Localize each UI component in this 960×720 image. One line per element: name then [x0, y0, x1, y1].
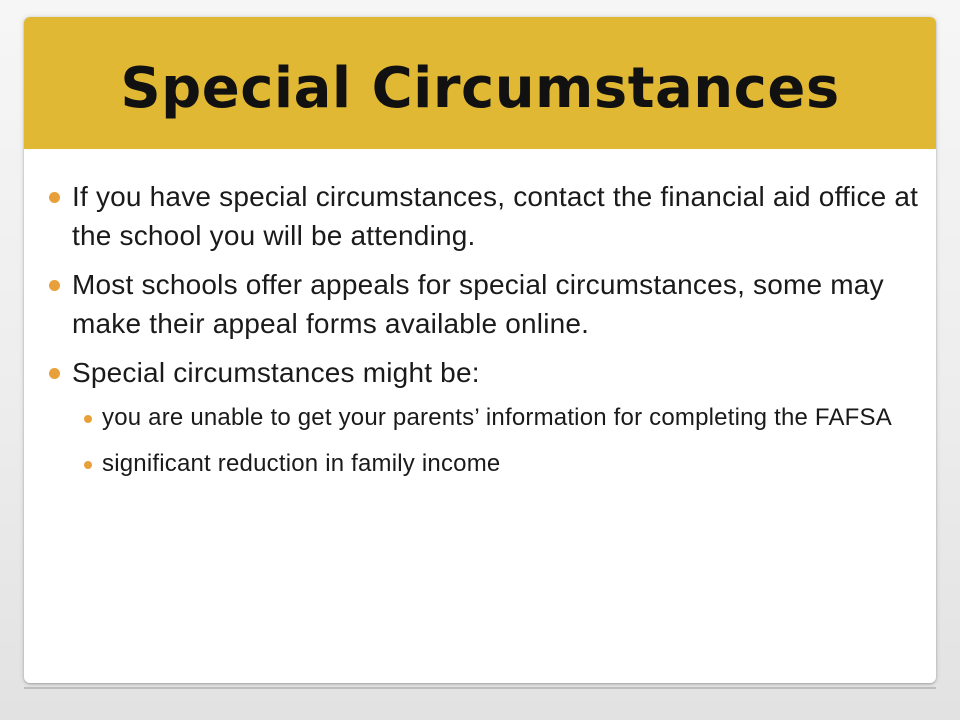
- bullet-item: [24, 265, 936, 343]
- subbullet-icon: [84, 461, 92, 469]
- bullet-text: If you have special circumstances, contact the financial aid office at the school you will be attending.: [72, 181, 919, 251]
- bullet-text: Most schools offer appeals for special circumstances, some may make their appeal forms available online.: [72, 269, 884, 339]
- title-band: [24, 17, 936, 149]
- subbullet-list: [24, 402, 936, 480]
- bullet-icon: [49, 192, 60, 203]
- bottom-divider: [24, 687, 936, 689]
- subbullet-text: you are unable to get your parents’ information for completing the FAFSA: [102, 404, 892, 431]
- bullet-list: [24, 177, 936, 392]
- subbullet-icon: [84, 415, 92, 423]
- bullet-item: [24, 177, 936, 255]
- slide-content: [24, 177, 936, 494]
- bullet-icon: [49, 368, 60, 379]
- subbullet-item: [24, 402, 936, 434]
- subbullet-text: significant reduction in family income: [102, 450, 501, 477]
- bullet-icon: [49, 280, 60, 291]
- bullet-item: [24, 353, 936, 392]
- subbullet-item: [24, 448, 936, 480]
- bullet-text: Special circumstances might be:: [72, 357, 480, 388]
- slide-title: Special Circumstances: [120, 56, 840, 121]
- slide: [24, 17, 936, 683]
